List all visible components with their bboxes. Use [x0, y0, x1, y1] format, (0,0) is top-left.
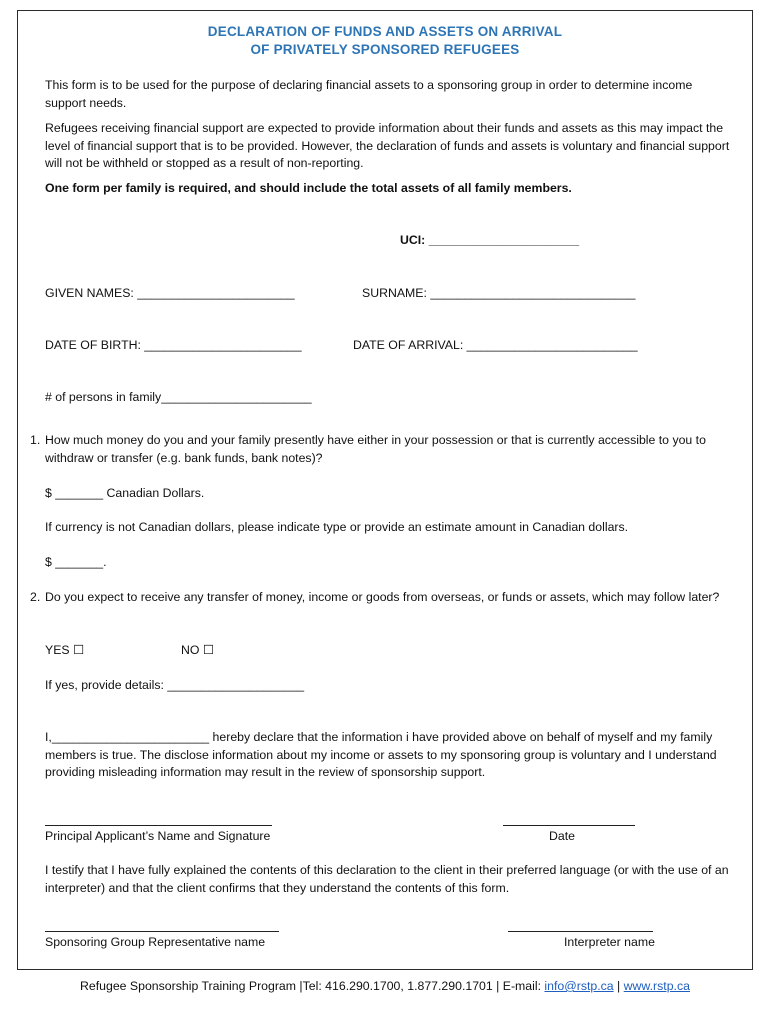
email-link[interactable]: info@rstp.ca [544, 979, 614, 993]
intro-paragraph-2: Refugees receiving financial support are expected to provide information about their funds and assets as this may impact the level of financial support that is to be provided. However, the declaration of funds and assets is voluntary and financial support will not be withheld or stopped as a result of non-reporting. [45, 121, 730, 170]
amount-other-field[interactable]: $ _______. [45, 555, 107, 569]
interpreter-label: Interpreter name [564, 935, 655, 949]
question-2-number: 2. [30, 590, 41, 604]
date-label: Date [549, 829, 575, 843]
surname-field[interactable]: SURNAME: ______________________________ [362, 286, 636, 300]
interpreter-signature-line[interactable] [508, 931, 653, 932]
principal-signature-line[interactable] [45, 825, 272, 826]
intro-paragraph-1: This form is to be used for the purpose of declaring financial assets to a sponsoring group in order to determine income support needs. [45, 78, 693, 110]
date-of-birth-field[interactable]: DATE OF BIRTH: _______________________ [45, 338, 302, 352]
date-of-arrival-field[interactable]: DATE OF ARRIVAL: _________________________ [353, 338, 638, 352]
details-field[interactable]: If yes, provide details: ____________________ [45, 678, 305, 692]
amount-cad-field[interactable]: $ _______ Canadian Dollars. [45, 486, 205, 500]
date-line[interactable] [503, 825, 635, 826]
footer-separator: | [613, 979, 624, 993]
question-1-number: 1. [30, 433, 41, 447]
no-checkbox[interactable]: NO ☐ [181, 643, 214, 657]
form-title-line-1: DECLARATION OF FUNDS AND ASSETS ON ARRIVAL [207, 24, 563, 39]
principal-applicant-label: Principal Applicant’s Name and Signature [45, 829, 271, 843]
question-2-text: Do you expect to receive any transfer of money, income or goods from overseas, or funds or assets, which may follow later? [45, 590, 720, 604]
footer [0, 978, 770, 995]
persons-in-family-field[interactable]: # of persons in family______________________ [45, 390, 312, 404]
intro-paragraph-3: One form per family is required, and should include the total assets of all family members. [45, 181, 572, 195]
yes-checkbox[interactable]: YES ☐ [45, 643, 85, 657]
website-link[interactable]: www.rstp.ca [623, 979, 690, 993]
given-names-field[interactable]: GIVEN NAMES: _______________________ [45, 286, 295, 300]
footer-text: Refugee Sponsorship Training Program |Tel: 416.290.1700, 1.877.290.1701 | E-mail: [80, 979, 545, 993]
form-title-line-2: OF PRIVATELY SPONSORED REFUGEES [250, 42, 520, 57]
testify-text: I testify that I have fully explained the contents of this declaration to the client in their preferred language (or with the use of an interpreter) and that the client confirms that they understand the contents of this form. [45, 863, 729, 895]
sponsor-signature-line[interactable] [45, 931, 279, 932]
uci-field[interactable]: UCI: ______________________ [400, 233, 580, 247]
currency-note: If currency is not Canadian dollars, please indicate type or provide an estimate amount in Canadian dollars. [45, 520, 629, 534]
question-1-text: How much money do you and your family presently have either in your possession or that is currently accessible to you to withdraw or transfer (e.g. bank funds, bank notes)? [45, 433, 706, 465]
sponsoring-group-label: Sponsoring Group Representative name [45, 935, 266, 949]
declaration-text: I,_______________________ hereby declare that the information i have provided above on behalf of myself and my family members is true. The disclose information about my income or assets to my sponsoring group is voluntary and I understand providing misleading information may result in the review of sponsorship support. [45, 730, 717, 779]
